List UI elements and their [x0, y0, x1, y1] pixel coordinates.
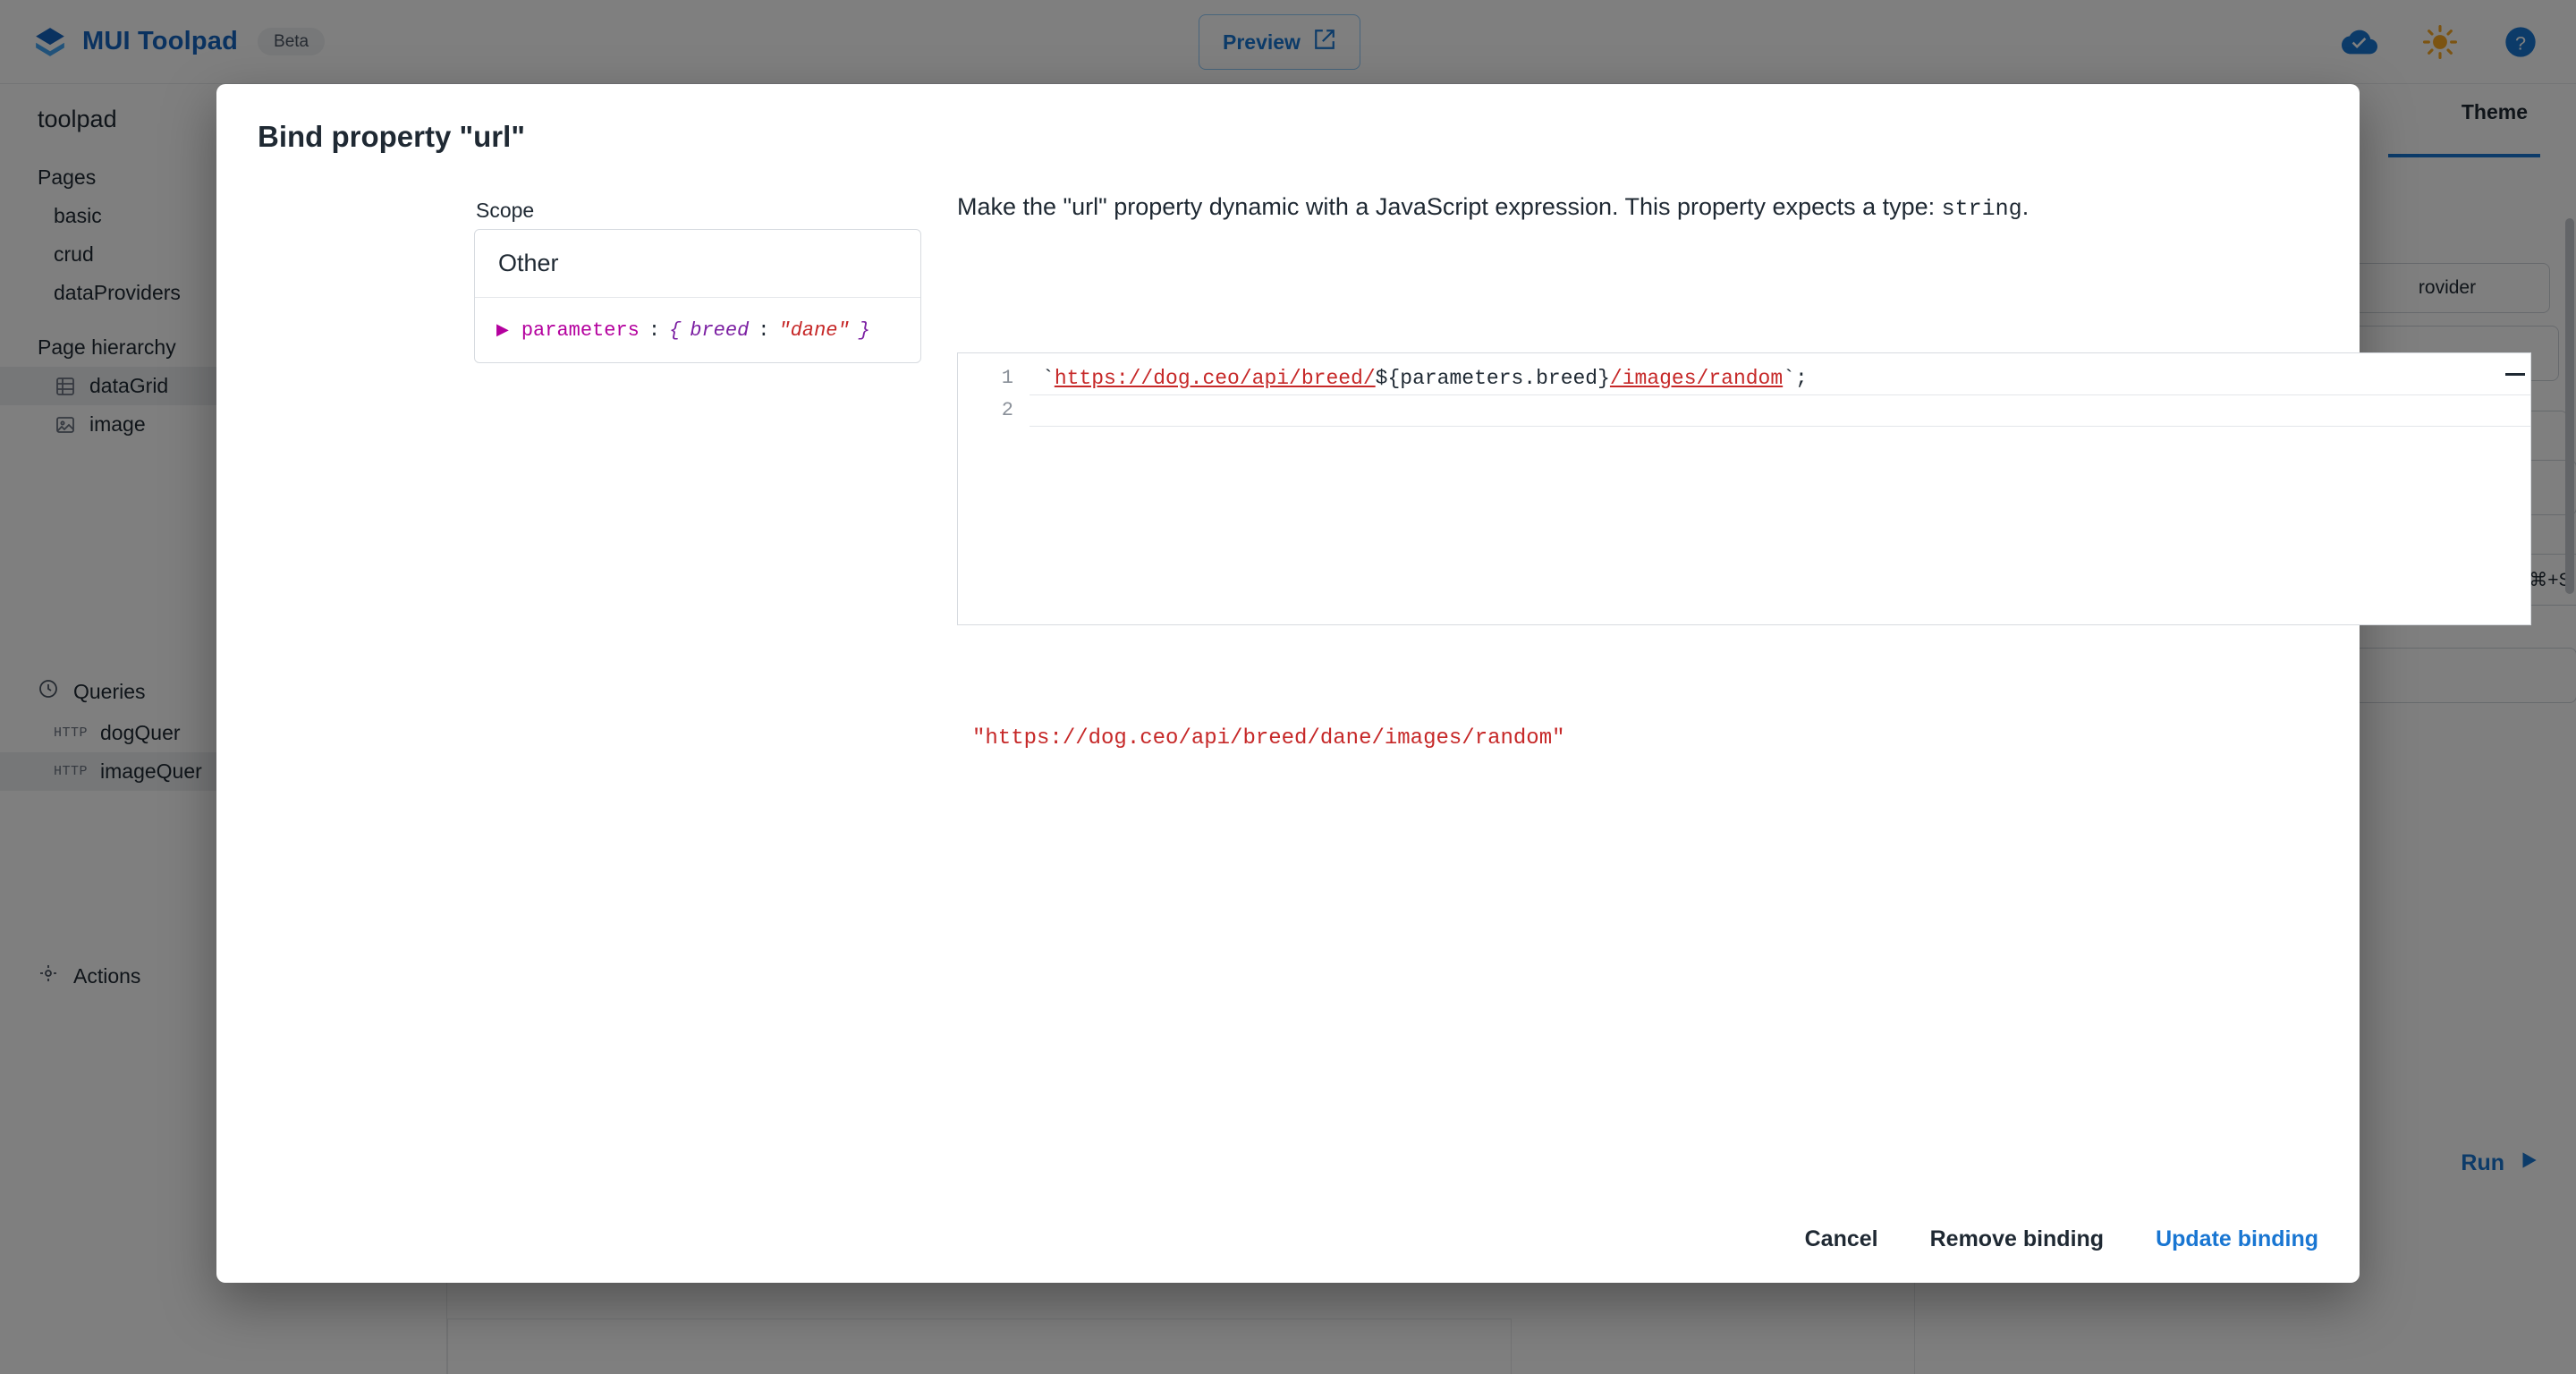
url-literal: https://dog.ceo/api/breed/: [1054, 367, 1376, 390]
line-number: 2: [1001, 399, 1013, 421]
backtick-close: `: [1783, 367, 1795, 390]
update-binding-button[interactable]: Update binding: [2156, 1226, 2318, 1251]
semicolon: ;: [1794, 367, 1808, 390]
dialog-actions: [1805, 1226, 2318, 1252]
backtick-open: `: [1042, 367, 1055, 390]
scope-colon: :: [648, 318, 661, 342]
scope-header: Other: [475, 230, 920, 298]
scope-inner-value: "dane": [778, 318, 850, 342]
scope-close-brace: }: [858, 318, 870, 342]
dialog-title: Bind property "url": [258, 120, 525, 153]
code-line-1[interactable]: [1030, 362, 2530, 394]
scope-key: parameters: [521, 318, 640, 342]
editor-caret: [2505, 373, 2525, 376]
scope-label: Scope: [476, 199, 535, 222]
scope-parameters-row[interactable]: [475, 298, 920, 362]
editor-gutter: [958, 353, 1030, 624]
expression-editor[interactable]: [957, 352, 2531, 625]
cancel-button[interactable]: Cancel: [1804, 1226, 1878, 1251]
line-number: 1: [1001, 367, 1013, 389]
dialog-description: [957, 193, 2029, 222]
description-type: string: [1941, 196, 2022, 222]
bind-property-dialog: [216, 84, 2360, 1283]
remove-binding-button[interactable]: Remove binding: [1929, 1226, 2105, 1251]
template-expression: ${parameters.breed}: [1375, 367, 1610, 390]
scope-inner-key: breed: [690, 318, 750, 342]
code-line-2[interactable]: [1030, 394, 2530, 427]
expand-triangle-icon[interactable]: ▶: [496, 322, 509, 340]
description-prefix: Make the "url" property dynamic with a JavaScript expression. This property expects a type:: [957, 193, 1942, 220]
scope-open-brace: {: [669, 318, 682, 342]
scope-inner-colon: :: [758, 318, 770, 342]
editor-code[interactable]: [1030, 362, 2530, 427]
expression-preview: "https://dog.ceo/api/breed/dane/images/random": [972, 726, 1565, 751]
description-suffix: .: [2021, 193, 2029, 220]
scope-panel: [474, 229, 921, 363]
url-path: /images/random: [1609, 367, 1784, 390]
